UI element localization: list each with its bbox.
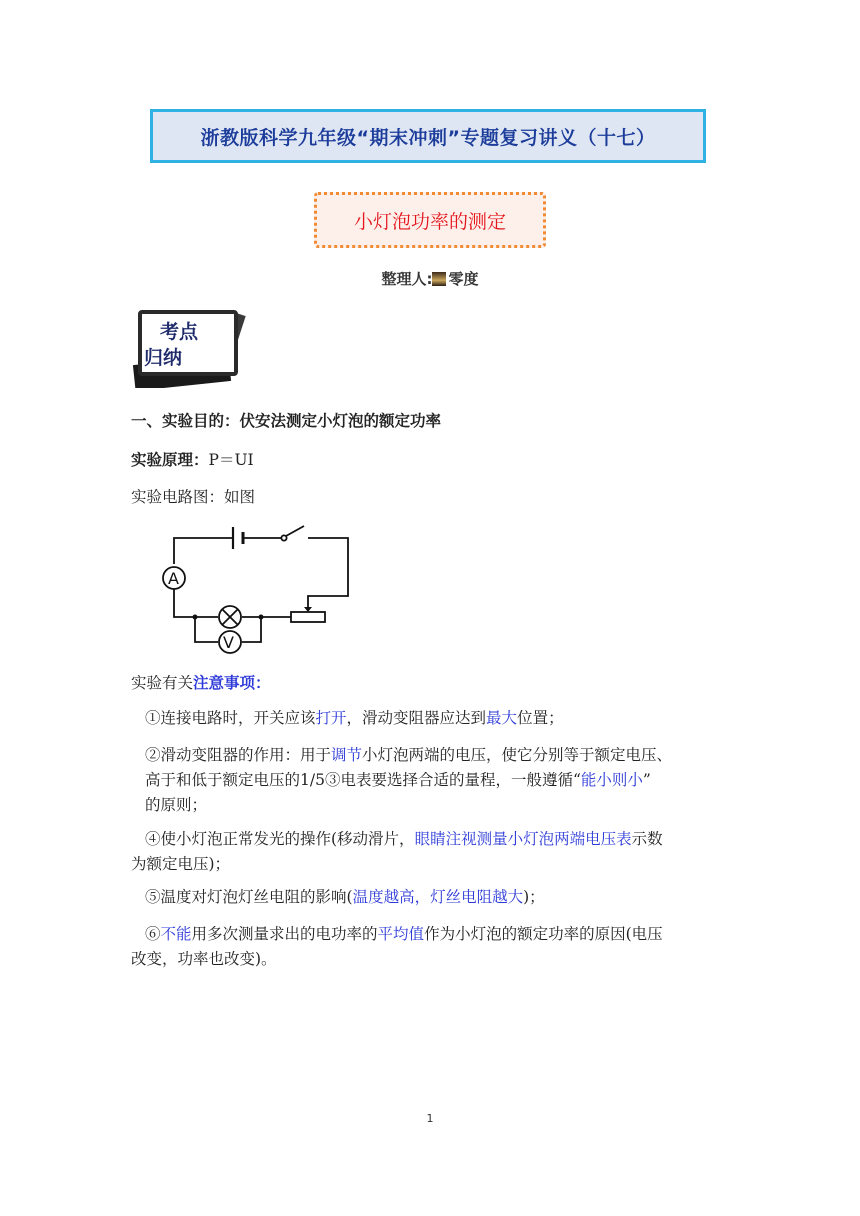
note-6: ⑥不能用多次测量求出的电功率的平均值作为小灯泡的额定功率的原因(电压 改变，功率也改变)。 [131, 925, 663, 968]
note-4: ④使小灯泡正常发光的操作(移动滑片，眼睛注视测量小灯泡两端电压表示数 为额定电压)； [131, 830, 663, 873]
note-2: ②滑动变阻器的作用：用于调节小灯泡两端的电压，使它分别等于额定电压、 高于和低于额定电压的1/5③电表要选择合适的量程，一般遵循“能小则小” 的原则； [145, 746, 673, 814]
principle-line [131, 449, 254, 471]
principle-label: 实验原理： [131, 451, 209, 469]
principle-value: P＝UI [208, 451, 254, 469]
notes-heading [131, 672, 271, 694]
title-box [150, 109, 706, 163]
author-line [0, 268, 860, 289]
circuit-label: 实验电路图：如图 [131, 488, 256, 506]
author-avatar-icon [432, 272, 446, 286]
page-number: 1 [426, 1112, 434, 1125]
note-5: ⑤温度对灯泡灯丝电阻的影响(温度越高，灯丝电阻越大)； [145, 888, 545, 906]
document-title: 浙教版科学九年级“期末冲刺”专题复习讲义（十七） [200, 126, 656, 149]
voltmeter-symbol: V [223, 633, 234, 652]
note-1: ①连接电路时，开关应该打开，滑动变阻器应达到最大位置； [145, 709, 564, 727]
badge-line2: 归纳 [144, 347, 183, 369]
ammeter-symbol: A [168, 569, 179, 588]
key-points-badge [130, 308, 246, 388]
author-label: 整理人: [381, 270, 433, 288]
author-name: 零度 [448, 270, 479, 288]
notes-label: 注意事项： [193, 674, 271, 692]
section-heading: 一、实验目的：伏安法测定小灯泡的额定功率 [131, 412, 442, 430]
circuit-diagram [158, 522, 358, 658]
subtitle-box [314, 192, 546, 248]
document-subtitle: 小灯泡功率的测定 [353, 210, 506, 233]
badge-line1: 考点 [160, 321, 199, 343]
notes-prefix: 实验有关 [131, 674, 194, 692]
